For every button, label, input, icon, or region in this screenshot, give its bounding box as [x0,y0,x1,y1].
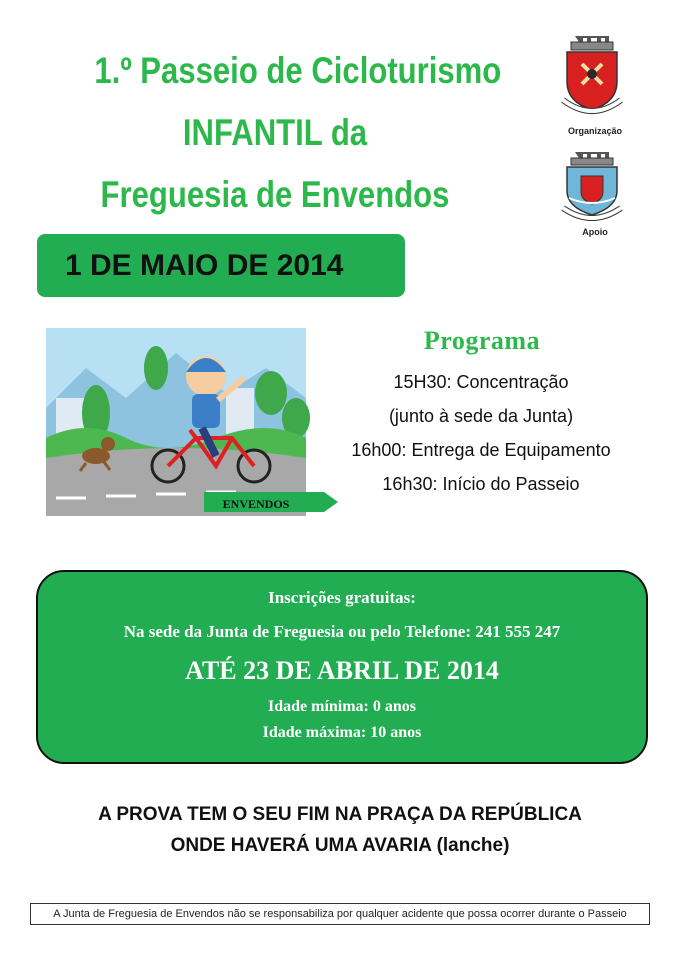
programa-line-3: 16h00: Entrega de Equipamento [351,440,611,460]
support-label: Apoio [582,227,608,237]
event-date: 1 DE MAIO DE 2014 [65,248,344,282]
organization-label: Organização [567,126,623,136]
registration-heading: Inscrições gratuitas: [268,588,416,607]
finish-line-1: A PROVA TEM O SEU FIM NA PRAÇA DA REPÚBLICA [98,804,582,825]
macao-crest-icon [557,148,627,224]
title-line-3: Freguesia de Envendos [100,174,450,215]
poster-title [94,40,502,226]
max-age: Idade máxima: 10 anos [262,724,422,741]
registration-box [36,570,648,764]
programa-title: Programa [423,326,541,355]
title-line-2: INFANTIL da [182,112,368,153]
envendos-sign-text: ENVENDOS [222,497,290,511]
programa-line-4: 16h30: Início do Passeio [382,474,580,494]
disclaimer-text: A Junta de Freguesia de Envendos não se responsabiliza por qualquer acidente que possa ocorrer durante o Passeio [53,908,627,920]
child-cycling-illustration [46,328,338,516]
event-date-box [37,234,405,297]
programa-line-1: 15H30: Concentração [393,372,569,392]
disclaimer-box [30,903,650,925]
registration-deadline: ATÉ 23 DE ABRIL DE 2014 [185,656,499,685]
envendos-crest-icon [557,30,627,120]
registration-where: Na sede da Junta de Freguesia ou pelo Telefone: 241 555 247 [123,622,561,641]
programa-line-2: (junto à sede da Junta) [388,406,574,426]
title-line-1: 1.º Passeio de Cicloturismo [94,50,502,91]
finish-line-2: ONDE HAVERÁ UMA AVARIA (lanche) [170,835,510,856]
min-age: Idade mínima: 0 anos [267,698,417,715]
